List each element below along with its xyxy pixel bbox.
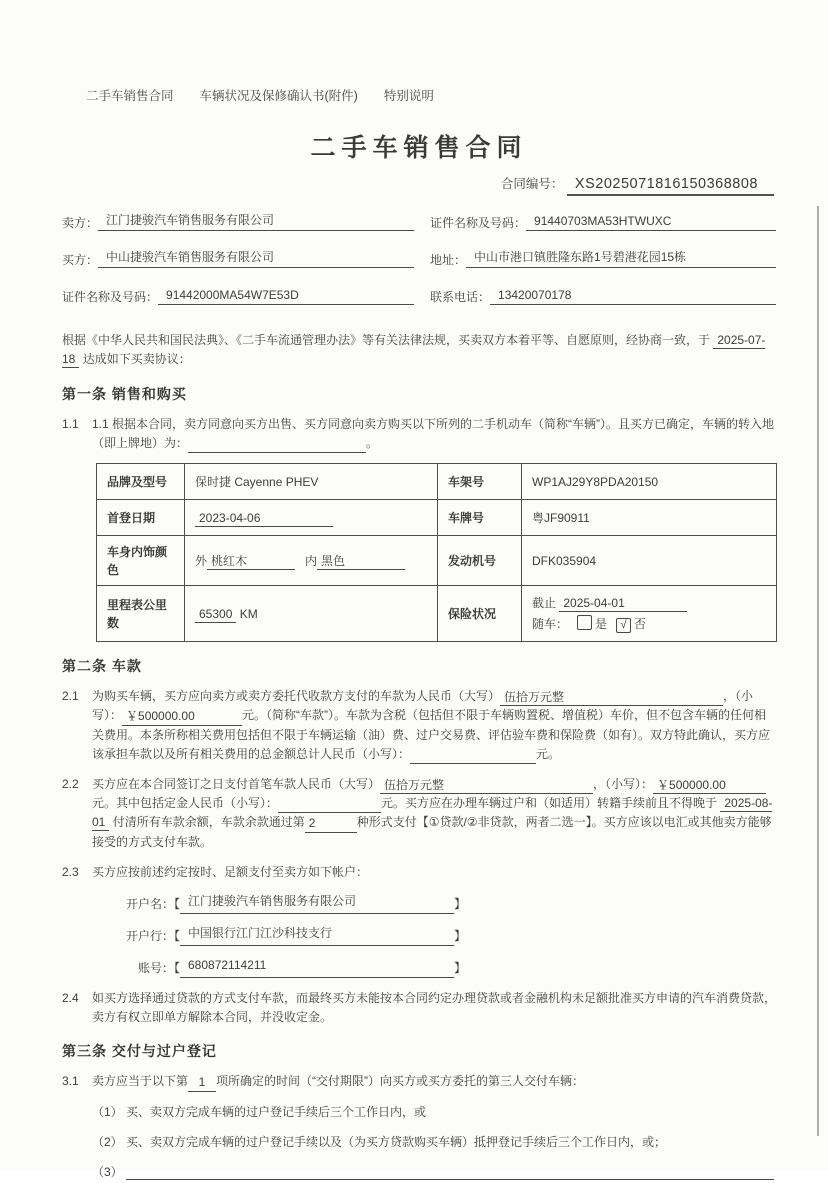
clause-2-2 xyxy=(62,775,776,852)
preamble-text-2: 达成如下买卖协议： xyxy=(82,352,191,367)
insurance-until-line xyxy=(532,594,766,612)
delivery-option-value: 1 xyxy=(188,1075,216,1091)
preamble-text-1: 根据《中华人民共和国民法典》、《二手车流通管理办法》等有关法律法规，买卖双方本着平等、自愿原则，经协商一致，于 xyxy=(62,333,711,347)
clause-2-4-number: 2.4 xyxy=(62,990,79,1005)
clause-1-1-number: 1.1 xyxy=(62,416,79,431)
document-header-links xyxy=(62,86,776,104)
clause-2-1-text-4: 元。 xyxy=(536,746,561,761)
checkbox-no-checked xyxy=(616,618,631,633)
engine-number-value: DFK035904 xyxy=(522,536,777,586)
section2-heading: 第二条 车款 xyxy=(62,658,142,675)
brand-model-value: 保时捷 Cayenne PHEV xyxy=(185,464,438,500)
clause-2-3-text: 买方应按前述约定按时、足额支付至卖方如下帐户： xyxy=(92,864,369,879)
buyer-cert-label: 证件名称及号码： xyxy=(62,290,159,304)
delivery-option-2-number: （2） xyxy=(92,1134,123,1149)
body-interior-color-header: 车身内饰颜色 xyxy=(97,536,185,586)
agreement-date-value: 2025-07-18 xyxy=(62,333,766,367)
delivery-options-list xyxy=(92,1103,776,1183)
account-number-value: 680872114211 xyxy=(180,956,454,978)
interior-color-value: 黑色 xyxy=(317,554,405,570)
seller-cert-row xyxy=(430,210,776,231)
clause-2-1-text-3: 元。（简称“车款”）。车款为含税（包括但不限于车辆购置税、增值税）车价，但不包含车辆的任何相关费用。本条所称相关费用包括但不限于车辆运输（油）费、过户交易费、评估验车费和保险费（如有）。双方特此确认，买方应该承担车款以及所有相关费用的总金额总计人民币（小写）： xyxy=(92,708,771,761)
insurance-cell xyxy=(522,586,777,642)
delivery-option-1 xyxy=(92,1103,776,1122)
clause-2-1-text-2: ，（小写）： xyxy=(92,689,754,723)
buyer-row xyxy=(62,247,414,268)
contract-number-label: 合同编号： xyxy=(500,177,564,191)
plate-number-header: 车牌号 xyxy=(438,500,522,536)
buyer-name-value: 中山捷骏汽车销售服务有限公司 xyxy=(98,248,414,268)
odometer-unit: KM xyxy=(239,606,258,621)
first-payment-words-value: 伍拾万元整 xyxy=(380,778,593,794)
vin-value: WP1AJ29Y8PDA20150 xyxy=(522,464,777,500)
delivery-option-1-text: 买、卖双方完成车辆的过户登记手续后三个工作日内，或 xyxy=(126,1104,427,1119)
seller-name-value: 江门捷骏汽车销售服务有限公司 xyxy=(98,211,414,231)
delivery-option-3-blank xyxy=(126,1163,774,1180)
clause-3-1-text-2: 项所确定的时间（“交付期限”）向买方或买方委托的第三人交付车辆： xyxy=(216,1074,585,1089)
clause-2-2-text-5: 付清所有车款余额，车款余款通过第 xyxy=(112,815,305,830)
clause-2-1-number: 2.1 xyxy=(62,689,79,704)
phone-label: 联系电话： xyxy=(430,290,491,304)
delivery-option-3-number: （3） xyxy=(92,1164,123,1179)
brand-model-header: 品牌及型号 xyxy=(97,464,185,500)
address-row xyxy=(430,247,776,268)
exterior-color-value: 桃红木 xyxy=(207,554,295,570)
clause-1-1-text: 1.1 根据本合同，卖方同意向买方出售、买方同意向卖方购买以下所列的二手机动车（简称“车辆”）。且买方已确定，车辆的转入地（即上牌地）为： xyxy=(92,416,775,451)
clause-1-1-body xyxy=(92,415,776,453)
seller-cert-label: 证件名称及号码： xyxy=(430,216,527,230)
tab-special-notes: 特别说明 xyxy=(383,89,434,103)
contract-number-value: XS2025071816150368808 xyxy=(567,176,774,196)
price-in-words-value: 伍拾万元整 xyxy=(500,690,723,706)
payment-deadline-value: 2025-08-01 xyxy=(92,796,773,830)
bank-branch-value: 中国银行江门江沙科技支行 xyxy=(180,924,454,946)
address-value: 中山市港口镇胜隆东路1号碧港花园15栋 xyxy=(466,248,776,268)
clause-2-2-text-3: 元。其中包括定金人民币（小写）： xyxy=(92,796,279,811)
first-payment-figures-value: ￥500000.00 xyxy=(653,778,766,794)
tab-sales-contract: 二手车销售合同 xyxy=(86,89,174,103)
clause-2-2-text-1: 买方应在本合同签订之日支付首笔车款人民币（大写） xyxy=(92,777,381,791)
section3-heading: 第三条 交付与过户登记 xyxy=(62,1043,217,1060)
clause-2-2-number: 2.2 xyxy=(62,777,79,791)
insurance-status-header: 保险状况 xyxy=(438,586,522,642)
total-amount-blank xyxy=(410,762,536,764)
account-number-label: 账号：【 xyxy=(137,960,180,975)
price-in-figures-value: ￥500000.00 xyxy=(122,709,242,725)
address-label: 地址： xyxy=(430,253,467,267)
phone-row xyxy=(430,284,776,305)
first-registration-header: 首登日期 xyxy=(97,500,185,536)
contract-number-row xyxy=(62,174,776,192)
tab-vehicle-condition-attachment: 车辆状况及保修确认书(附件) xyxy=(199,89,358,103)
scan-artifact-line xyxy=(817,206,819,1136)
clause-2-4 xyxy=(62,989,776,1027)
account-number-row xyxy=(104,956,776,978)
clause-2-2-text-6: 种形式支付【①贷款/②非贷款，两者二选一】。买方应该以电汇或其他卖方能够接受的方式支付车款。 xyxy=(92,815,772,849)
table-row-color-engine xyxy=(97,536,777,586)
clause-2-3 xyxy=(62,863,776,978)
delivery-option-2-text: 买、卖双方完成车辆的过户登记手续以及（为买方贷款购买车辆）抵押登记手续后三个工作日内，或； xyxy=(126,1134,667,1149)
deposit-amount-blank xyxy=(278,811,381,813)
clause-2-1-text-1: 为购买车辆，买方应向卖方或卖方委托代收款方支付的车款为人民币（大写） xyxy=(92,689,501,704)
account-name-value: 江门捷骏汽车销售服务有限公司 xyxy=(180,892,454,914)
phone-value: 13420070178 xyxy=(490,288,776,305)
parties-section xyxy=(62,210,776,321)
bank-account-block xyxy=(104,892,776,978)
bank-branch-bracket: 】 xyxy=(454,928,467,943)
account-name-label: 开户名：【 xyxy=(125,896,180,911)
payment-form-value: 2 xyxy=(305,816,357,832)
section1-heading: 第一条 销售和购买 xyxy=(62,385,187,402)
checkbox-yes-label: 是 xyxy=(595,617,608,632)
insurance-with-car-label: 随车： xyxy=(532,617,569,632)
transfer-location-blank xyxy=(188,451,366,453)
clause-3-1-body xyxy=(92,1072,776,1183)
clause-3-1-text-1: 卖方应当于以下第 xyxy=(92,1074,189,1089)
checkbox-yes-unchecked xyxy=(577,615,592,630)
odometer-header: 里程表公里数 xyxy=(97,586,185,642)
clause-2-2-body xyxy=(92,775,776,852)
buyer-cert-row xyxy=(62,284,414,305)
bank-branch-label: 开户行：【 xyxy=(125,928,180,943)
table-row-mileage-insurance xyxy=(97,586,777,642)
vehicle-info-table xyxy=(96,463,777,642)
seller-row xyxy=(62,210,414,231)
page-title: 二手车销售合同 xyxy=(310,134,528,162)
engine-number-header: 发动机号 xyxy=(438,536,522,586)
clause-2-4-body: 如买方选择通过贷款的方式支付车款，而最终买方未能按本合同约定办理贷款或者金融机构未足额批准买方申请的汽车消费贷款，卖方有权立即单方解除本合同，并没收定金。 xyxy=(92,990,777,1025)
table-row-brand-vin xyxy=(97,464,777,500)
clause-2-3-body xyxy=(92,863,776,978)
insurance-with-car-line xyxy=(532,615,766,633)
clause-3-1 xyxy=(62,1072,776,1183)
account-name-row xyxy=(104,892,776,914)
delivery-option-2 xyxy=(92,1133,776,1152)
bank-branch-row xyxy=(104,924,776,946)
check-mark-icon: √ xyxy=(620,619,627,632)
clause-2-1-body xyxy=(92,687,776,764)
delivery-option-3 xyxy=(92,1163,776,1183)
clause-2-2-text-2: ，（小写）： xyxy=(593,777,654,791)
account-name-bracket: 】 xyxy=(454,896,467,911)
clause-1-1-period: 。 xyxy=(366,436,379,451)
interior-label: 内 xyxy=(305,553,318,568)
seller-cert-value: 91440703MA53HTWUXC xyxy=(526,214,776,231)
color-cell xyxy=(185,536,438,586)
exterior-label: 外 xyxy=(195,553,208,568)
odometer-cell xyxy=(185,586,438,642)
plate-number-value: 粤JF90911 xyxy=(522,500,777,536)
clause-1-1 xyxy=(62,415,776,453)
vin-header: 车架号 xyxy=(438,464,522,500)
clause-2-1 xyxy=(62,687,776,764)
seller-label: 卖方： xyxy=(62,216,99,230)
account-number-bracket: 】 xyxy=(454,960,467,975)
odometer-value: 65300 xyxy=(195,607,236,623)
buyer-cert-value: 91442000MA54W7E53D xyxy=(158,288,414,305)
checkbox-no-label: 否 xyxy=(634,617,647,632)
preamble-paragraph xyxy=(62,331,776,370)
buyer-label: 买方： xyxy=(62,253,99,267)
insurance-until-value: 2025-04-01 xyxy=(559,596,687,612)
first-registration-value: 2023-04-06 xyxy=(195,511,333,527)
clause-2-3-number: 2.3 xyxy=(62,864,79,879)
delivery-option-1-number: （1） xyxy=(92,1104,123,1119)
table-row-firstreg-plate xyxy=(97,500,777,536)
clause-2-2-text-4: 元。买方应在办理车辆过户和（如适用）转籍手续前且不得晚于 xyxy=(381,796,718,811)
insurance-until-label: 截止 xyxy=(532,596,557,611)
clause-3-1-number: 3.1 xyxy=(62,1074,79,1089)
